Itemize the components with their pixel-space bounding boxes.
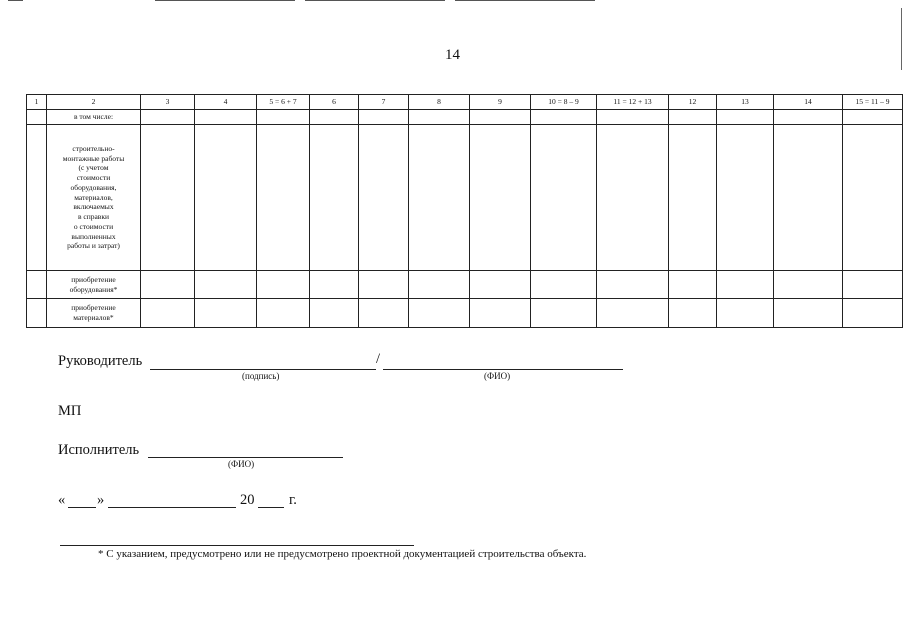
column-header-8: 8 bbox=[409, 95, 470, 110]
row-label-cell bbox=[47, 125, 141, 271]
row-label: в том числе: bbox=[73, 112, 114, 122]
empty-cell bbox=[141, 299, 195, 328]
empty-cell bbox=[717, 125, 774, 271]
empty-cell bbox=[470, 110, 531, 125]
fio-caption: (ФИО) bbox=[484, 371, 511, 381]
date-day-line bbox=[68, 507, 96, 508]
empty-cell bbox=[359, 299, 409, 328]
empty-cell bbox=[257, 271, 310, 299]
row-label-cell bbox=[47, 271, 141, 299]
empty-cell bbox=[531, 299, 597, 328]
empty-cell bbox=[409, 271, 470, 299]
head-label: Руководитель bbox=[58, 353, 143, 369]
executor-label: Исполнитель bbox=[58, 442, 140, 458]
table-row bbox=[27, 125, 903, 271]
head-signature-line bbox=[150, 369, 376, 370]
empty-cell bbox=[774, 271, 843, 299]
empty-cell bbox=[470, 299, 531, 328]
empty-cell bbox=[597, 110, 669, 125]
scan-edge-mark bbox=[155, 0, 295, 1]
column-header-7: 7 bbox=[359, 95, 409, 110]
table-row bbox=[27, 299, 903, 328]
column-header-2: 2 bbox=[47, 95, 141, 110]
empty-cell bbox=[531, 271, 597, 299]
empty-cell bbox=[531, 125, 597, 271]
empty-cell bbox=[843, 299, 903, 328]
row-label-cell bbox=[47, 110, 141, 125]
executor-line bbox=[148, 457, 343, 458]
year-suffix: г. bbox=[289, 492, 297, 508]
column-header-3: 3 bbox=[141, 95, 195, 110]
footnote-separator bbox=[60, 545, 414, 546]
empty-cell bbox=[774, 299, 843, 328]
empty-cell bbox=[257, 110, 310, 125]
empty-cell bbox=[409, 299, 470, 328]
column-header-11: 11 = 12 + 13 bbox=[597, 95, 669, 110]
empty-cell bbox=[310, 299, 359, 328]
empty-cell bbox=[310, 125, 359, 271]
empty-cell bbox=[531, 110, 597, 125]
empty-cell bbox=[310, 110, 359, 125]
empty-cell bbox=[27, 271, 47, 299]
table-header-row bbox=[27, 95, 903, 110]
empty-cell bbox=[27, 110, 47, 125]
column-header-5: 5 = 6 + 7 bbox=[257, 95, 310, 110]
empty-cell bbox=[141, 110, 195, 125]
row-label-cell bbox=[47, 299, 141, 328]
empty-cell bbox=[310, 271, 359, 299]
empty-cell bbox=[409, 125, 470, 271]
date-month-line bbox=[108, 507, 236, 508]
table-row bbox=[27, 110, 903, 125]
page-number: 14 bbox=[445, 47, 460, 63]
empty-cell bbox=[359, 110, 409, 125]
empty-cell bbox=[717, 110, 774, 125]
table-row bbox=[27, 271, 903, 299]
empty-cell bbox=[669, 271, 717, 299]
empty-cell bbox=[669, 299, 717, 328]
stamp-label: МП bbox=[58, 403, 82, 419]
empty-cell bbox=[195, 110, 257, 125]
empty-cell bbox=[717, 271, 774, 299]
column-header-15: 15 = 11 – 9 bbox=[843, 95, 903, 110]
empty-cell bbox=[597, 271, 669, 299]
row-label: строительно- монтажные работы (с учетом стоимости оборудования, материалов, включаемых в справки о стоимости выполненных работы и затрат) bbox=[62, 143, 125, 251]
empty-cell bbox=[27, 299, 47, 328]
scan-edge-mark bbox=[455, 0, 595, 1]
empty-cell bbox=[669, 125, 717, 271]
empty-cell bbox=[195, 125, 257, 271]
column-header-10: 10 = 8 – 9 bbox=[531, 95, 597, 110]
column-header-6: 6 bbox=[310, 95, 359, 110]
head-fio-line bbox=[383, 369, 623, 370]
row-label: приобретение материалов* bbox=[71, 303, 116, 322]
empty-cell bbox=[257, 299, 310, 328]
empty-cell bbox=[409, 110, 470, 125]
empty-cell bbox=[470, 271, 531, 299]
empty-cell bbox=[195, 299, 257, 328]
column-header-13: 13 bbox=[717, 95, 774, 110]
empty-cell bbox=[717, 299, 774, 328]
empty-cell bbox=[27, 125, 47, 271]
empty-cell bbox=[774, 110, 843, 125]
year-prefix: 20 bbox=[240, 492, 255, 508]
column-header-12: 12 bbox=[669, 95, 717, 110]
empty-cell bbox=[470, 125, 531, 271]
scan-edge-mark bbox=[8, 0, 23, 1]
signature-slash: / bbox=[376, 351, 381, 367]
column-header-9: 9 bbox=[470, 95, 531, 110]
column-header-4: 4 bbox=[195, 95, 257, 110]
date-open-quote: « bbox=[58, 492, 66, 508]
empty-cell bbox=[597, 125, 669, 271]
empty-cell bbox=[774, 125, 843, 271]
executor-fio-caption: (ФИО) bbox=[228, 459, 255, 469]
empty-cell bbox=[843, 271, 903, 299]
empty-cell bbox=[195, 271, 257, 299]
empty-cell bbox=[359, 271, 409, 299]
row-label: приобретение оборудования* bbox=[69, 274, 118, 294]
empty-cell bbox=[597, 299, 669, 328]
footnote: * С указанием, предусмотрено или не предусмотрено проектной документацией строительства объекта. bbox=[98, 548, 587, 560]
date-close-quote: » bbox=[97, 492, 105, 508]
column-header-14: 14 bbox=[774, 95, 843, 110]
empty-cell bbox=[843, 110, 903, 125]
empty-cell bbox=[141, 271, 195, 299]
empty-cell bbox=[843, 125, 903, 271]
empty-cell bbox=[359, 125, 409, 271]
report-table bbox=[26, 94, 903, 328]
column-header-1: 1 bbox=[27, 95, 47, 110]
date-year-line bbox=[258, 507, 284, 508]
empty-cell bbox=[141, 125, 195, 271]
empty-cell bbox=[257, 125, 310, 271]
signature-caption: (подпись) bbox=[242, 371, 280, 381]
scan-edge-mark bbox=[305, 0, 445, 1]
empty-cell bbox=[669, 110, 717, 125]
